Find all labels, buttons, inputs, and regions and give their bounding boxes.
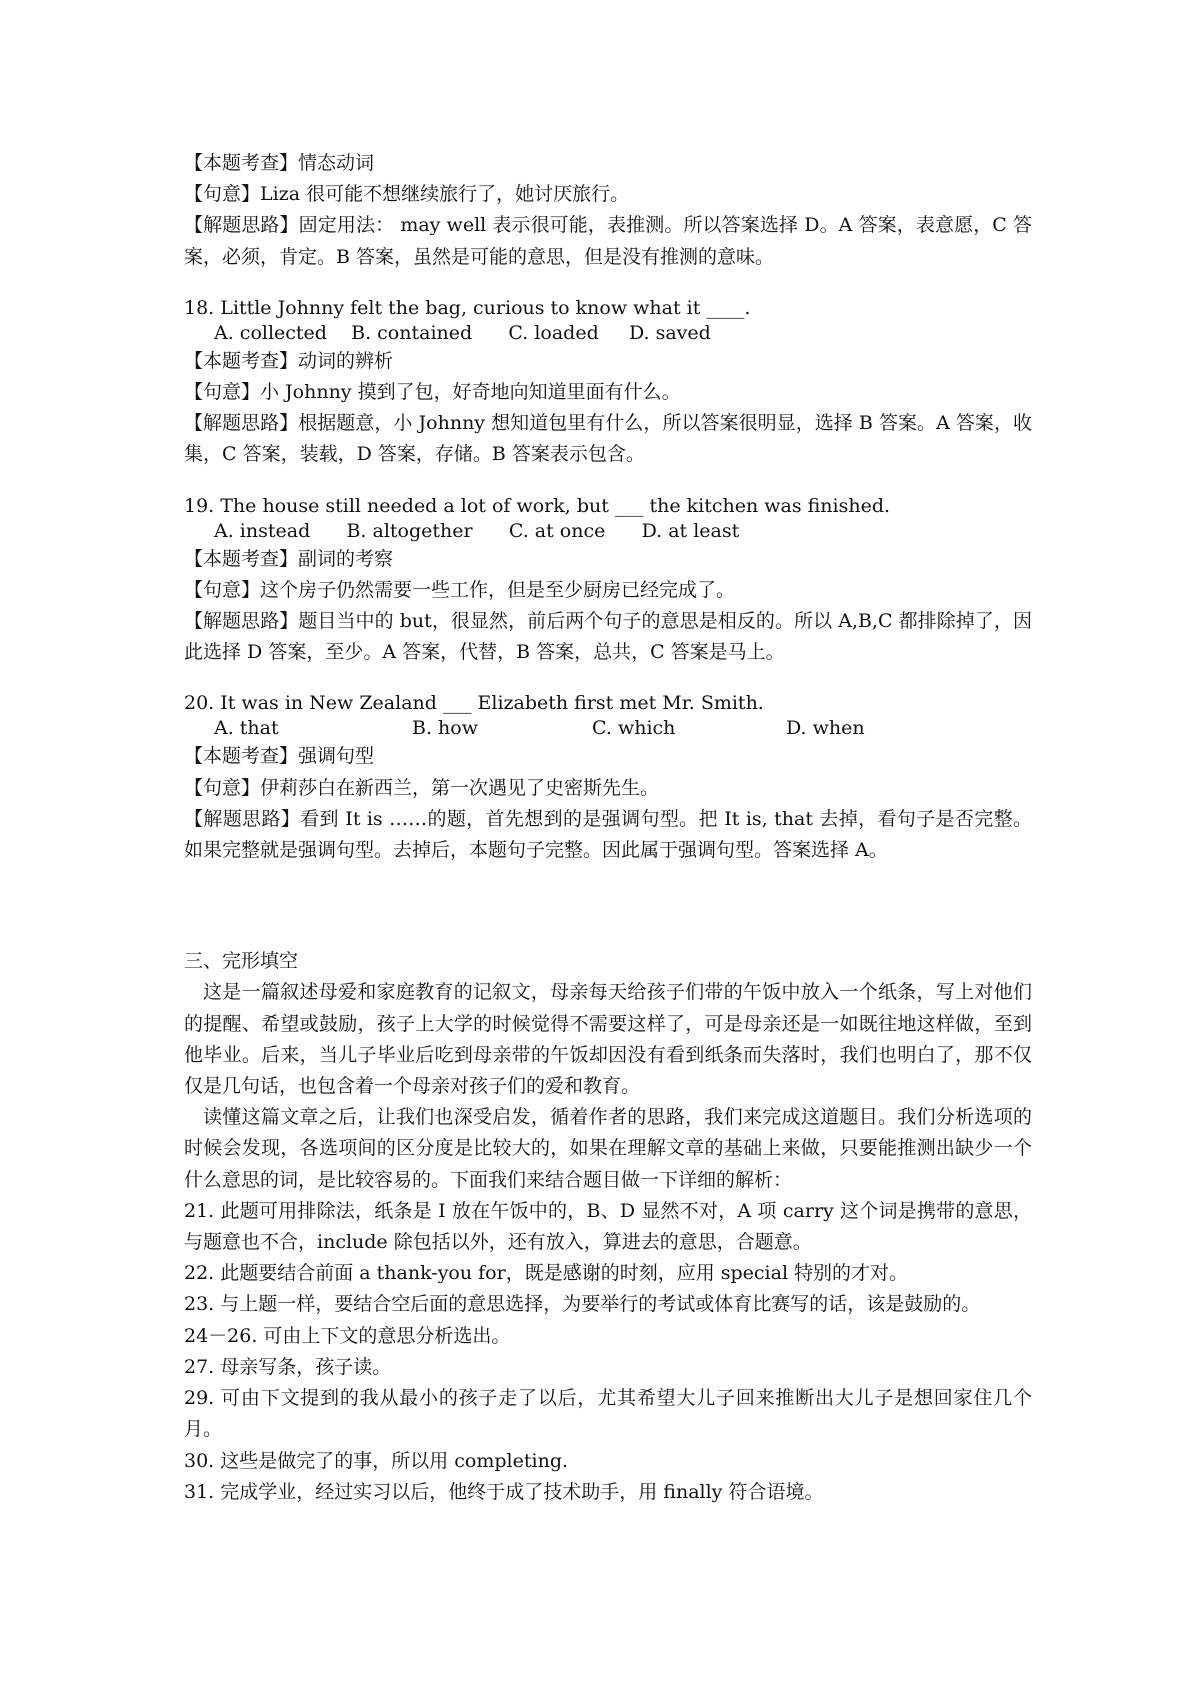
q20-option-b: B. how <box>412 717 478 740</box>
q18-analysis: 【解题思路】根据题意，小 Johnny 想知道包里有什么，所以答案很明显，选择 B 答案。A 答案，收集，C 答案，装载，D 答案，存储。B 答案表示包含。 <box>184 412 1032 466</box>
cloze-item-24-26: 24－26. 可由上下文的意思分析选出。 <box>184 1324 511 1347</box>
q20-option-d: D. when <box>786 717 865 740</box>
q18-topic: 【本题考查】动词的辨析 <box>184 349 394 372</box>
cloze-intro-paragraph-1: 这是一篇叙述母爱和家庭教育的记叙文，母亲每天给孩子们带的午饭中放入一个纸条，写上对他们的提醒、希望或鼓励，孩子上大学的时候觉得不需要这样了，可是母亲还是一如既往地这样做，至到他毕业。后来，当儿子毕业后吃到母亲带的午饭却因没有看到纸条而失落时，我们也明白了，那不仅仅是几句话，也包含着一个母亲对孩子们的爱和教育。 <box>184 981 1032 1098</box>
q19-stem: 19. The house still needed a lot of work, but ___ the kitchen was finished. <box>184 494 891 517</box>
q18-stem: 18. Little Johnny felt the bag, curious to know what it ____. <box>184 296 751 319</box>
q20-option-a: A. that <box>214 717 279 740</box>
q17-meaning: 【句意】Liza 很可能不想继续旅行了，她讨厌旅行。 <box>184 183 630 206</box>
q19-analysis: 【解题思路】题目当中的 but，很显然，前后两个句子的意思是相反的。所以 A,B,C 都排除掉了，因此选择 D 答案，至少。A 答案，代替，B 答案，总共，C 答案是马上。 <box>184 610 1032 664</box>
cloze-intro-paragraph-2: 读懂这篇文章之后，让我们也深受启发，循着作者的思路，我们来完成这道题目。我们分析选项的时候会发现，各选项间的区分度是比较大的，如果在理解文章的基础上来做，只要能推测出缺少一个什么意思的词，是比较容易的。下面我们来结合题目做一下详细的解析： <box>184 1106 1032 1191</box>
q17-topic: 【本题考查】情态动词 <box>184 152 375 174</box>
cloze-item-29: 29. 可由下文提到的我从最小的孩子走了以后，尤其希望大儿子回来推断出大儿子是想回家住几个月。 <box>184 1387 1032 1441</box>
q19-options: A. instead B. altogether C. at once D. at least <box>214 519 740 542</box>
cloze-item-23: 23. 与上题一样，要结合空后面的意思选择，为要举行的考试或体育比赛写的话，该是鼓励的。 <box>184 1293 981 1316</box>
q20-meaning: 【句意】伊莉莎白在新西兰，第一次遇见了史密斯先生。 <box>184 776 660 799</box>
q18-meaning: 【句意】小 Johnny 摸到了包，好奇地向知道里面有什么。 <box>184 381 681 404</box>
cloze-item-22: 22. 此题要结合前面 a thank-you for，既是感谢的时刻，应用 special 特别的才对。 <box>184 1262 909 1285</box>
q20-topic: 【本题考查】强调句型 <box>184 745 375 768</box>
cloze-item-21: 21. 此题可用排除法，纸条是 I 放在午饭中的，B、D 显然不对，A 项 carry 这个词是携带的意思，与题意也不合，include 除包括以外，还有放入，算进去的意思，合题意。 <box>184 1199 1032 1254</box>
document-body <box>184 148 1032 1508</box>
q19-topic: 【本题考查】副词的考察 <box>184 547 394 570</box>
cloze-heading: 三、完形填空 <box>184 950 299 973</box>
q20-stem: 20. It was in New Zealand ___ Elizabeth first met Mr. Smith. <box>184 692 764 715</box>
q18-options: A. collected B. contained C. loaded D. saved <box>214 321 711 344</box>
q20-options <box>184 716 1032 741</box>
cloze-item-27: 27. 母亲写条，孩子读。 <box>184 1355 392 1378</box>
cloze-item-31: 31. 完成学业，经过实习以后，他终于成了技术助手，用 finally 符合语境。 <box>184 1480 824 1503</box>
q19-meaning: 【句意】这个房子仍然需要一些工作，但是至少厨房已经完成了。 <box>184 578 736 601</box>
cloze-item-30: 30. 这些是做完了的事，所以用 completing. <box>184 1449 569 1472</box>
q20-option-c: C. which <box>592 717 676 740</box>
q17-analysis: 【解题思路】固定用法： may well 表示很可能，表推测。所以答案选择 D。A 答案，表意愿，C 答案，必须，肯定。B 答案，虽然是可能的意思，但是没有推测的意味。 <box>184 214 1032 268</box>
q20-analysis: 【解题思路】看到 It is ……的题，首先想到的是强调句型。把 It is, that 去掉，看句子是否完整。如果完整就是强调句型。去掉后，本题句子完整。因此属于强调句型。答案选择 A。 <box>184 807 1032 862</box>
